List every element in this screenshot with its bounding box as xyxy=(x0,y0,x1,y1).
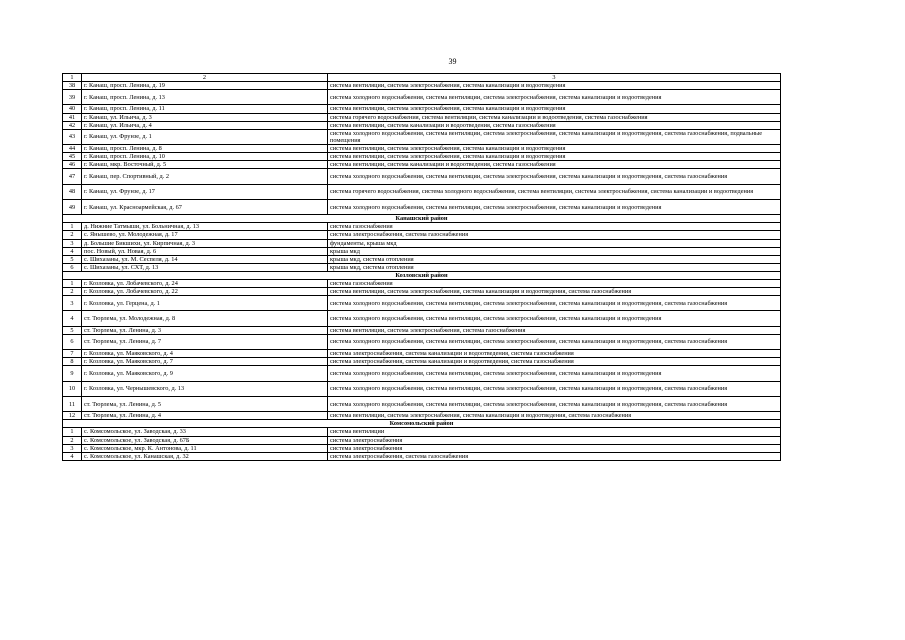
row-address: с. Янышево, ул. Молодежная, д. 17 xyxy=(82,231,328,239)
row-address: г. Канаш, ул. Ильича, д. 3 xyxy=(82,113,328,121)
row-systems: крыша мкд xyxy=(328,247,781,255)
row-address: с. Шихазаны, ул. СХТ, д. 13 xyxy=(82,263,328,271)
table-row xyxy=(63,199,781,214)
row-address: д. Большие Бикшихи, ул. Кирпичная, д. 3 xyxy=(82,239,328,247)
row-number: 1 xyxy=(63,223,82,231)
buildings-table xyxy=(62,73,781,461)
row-number: 3 xyxy=(63,444,82,452)
row-systems: система электроснабжения xyxy=(328,436,781,444)
row-systems: система вентиляции, система электроснабжения, система канализации и водоотведения xyxy=(328,105,781,113)
row-systems: система холодного водоснабжения, система вентиляции, система электроснабжения, система канализации и водоотведения xyxy=(328,311,781,326)
row-number: 8 xyxy=(63,358,82,366)
row-systems: система электроснабжения, система канализации и водоотведения, система газоснабжения xyxy=(328,358,781,366)
row-address: г. Канаш, просп. Ленина, д. 19 xyxy=(82,82,328,90)
row-systems: система вентиляции, система электроснабжения, система газоснабжения xyxy=(328,326,781,334)
row-address: г. Козловка, ул. Маяковского, д. 7 xyxy=(82,358,328,366)
table-row xyxy=(63,113,781,121)
row-systems: система электроснабжения, система канализации и водоотведения, система газоснабжения xyxy=(328,350,781,358)
table-row xyxy=(63,231,781,239)
table-row xyxy=(63,223,781,231)
table-row xyxy=(63,288,781,296)
row-number: 6 xyxy=(63,334,82,349)
row-number: 2 xyxy=(63,231,82,239)
row-number: 46 xyxy=(63,161,82,169)
row-systems: система холодного водоснабжения, система вентиляции, система электроснабжения, система канализации и водоотведения xyxy=(328,199,781,214)
row-number: 2 xyxy=(63,436,82,444)
row-address: с. Комсомольское, мкр. К. Антонова, д. 11 xyxy=(82,444,328,452)
row-systems: система электроснабжения, система газоснабжения xyxy=(328,452,781,460)
row-systems: система вентиляции, система канализации и водоотведения, система газоснабжения xyxy=(328,121,781,129)
row-systems: система холодного водоснабжения, система вентиляции, система электроснабжения, система канализации и водоотведения xyxy=(328,366,781,381)
row-systems: система электроснабжения, система газоснабжения xyxy=(328,231,781,239)
table-row xyxy=(63,90,781,105)
row-number: 38 xyxy=(63,82,82,90)
table-row xyxy=(63,381,781,396)
row-number: 45 xyxy=(63,153,82,161)
row-systems: система вентиляции xyxy=(328,428,781,436)
table-row xyxy=(63,326,781,334)
district-section-row xyxy=(63,420,781,428)
row-systems: система вентиляции, система канализации и водоотведения, система газоснабжения xyxy=(328,161,781,169)
row-address: г. Козловка, ул. Маяковского, д. 9 xyxy=(82,366,328,381)
row-systems: крыша мкд, система отопления xyxy=(328,263,781,271)
row-address: д. Нижние Татмыши, ул. Больничная, д. 13 xyxy=(82,223,328,231)
row-address: с. Комсомольское, ул. Заводская, д. 67Б xyxy=(82,436,328,444)
table-row xyxy=(63,436,781,444)
table-row xyxy=(63,105,781,113)
table-row xyxy=(63,279,781,287)
district-name: Комсомольский район xyxy=(63,420,781,428)
row-number: 4 xyxy=(63,311,82,326)
row-number: 43 xyxy=(63,129,82,144)
table-row xyxy=(63,153,781,161)
row-systems: фундаменты, крыша мкд xyxy=(328,239,781,247)
row-address: пос. Новый, ул. Новая, д. 6 xyxy=(82,247,328,255)
table-row xyxy=(63,334,781,349)
row-systems: система холодного водоснабжения, система вентиляции, система электроснабжения, система канализации и водоотведения, система газоснабжения xyxy=(328,396,781,411)
row-systems: система вентиляции, система электроснабжения, система канализации и водоотведения, система газоснабжения xyxy=(328,412,781,420)
row-number: 47 xyxy=(63,169,82,184)
row-systems: система вентиляции, система электроснабжения, система канализации и водоотведения xyxy=(328,82,781,90)
row-address: г. Канаш, ул. Ильича, д. 4 xyxy=(82,121,328,129)
row-number: 41 xyxy=(63,113,82,121)
row-address: г. Канаш, просп. Ленина, д. 11 xyxy=(82,105,328,113)
row-number: 7 xyxy=(63,350,82,358)
table-row xyxy=(63,263,781,271)
row-address: г. Козловка, ул. Лобачевского, д. 24 xyxy=(82,279,328,287)
row-number: 3 xyxy=(63,239,82,247)
table-row xyxy=(63,412,781,420)
row-systems: система вентиляции, система электроснабжения, система канализации и водоотведения, система газоснабжения xyxy=(328,288,781,296)
row-systems: система горячего водоснабжения, система вентиляции, система канализации и водоотведения, система газоснабжения xyxy=(328,113,781,121)
row-address: ст. Тюрлема, ул. Ленина, д. 3 xyxy=(82,326,328,334)
table-header-row xyxy=(63,74,781,82)
row-systems: система холодного водоснабжения, система вентиляции, система электроснабжения, система канализации и водоотведения, система газоснабжения xyxy=(328,169,781,184)
table-row xyxy=(63,184,781,199)
table-row xyxy=(63,396,781,411)
table-row xyxy=(63,255,781,263)
row-address: ст. Тюрлема, ул. Ленина, д. 5 xyxy=(82,396,328,411)
row-number: 39 xyxy=(63,90,82,105)
row-number: 49 xyxy=(63,199,82,214)
row-number: 42 xyxy=(63,121,82,129)
column-header-number: 1 xyxy=(63,74,82,82)
district-section-row xyxy=(63,215,781,223)
row-address: г. Канаш, ул. Фрунзе, д. 1 xyxy=(82,129,328,144)
row-number: 11 xyxy=(63,396,82,411)
row-number: 40 xyxy=(63,105,82,113)
row-number: 4 xyxy=(63,452,82,460)
row-number: 2 xyxy=(63,288,82,296)
row-address: г. Канаш, просп. Ленина, д. 13 xyxy=(82,90,328,105)
row-address: г. Козловка, ул. Герцена, д. 1 xyxy=(82,296,328,311)
row-number: 5 xyxy=(63,326,82,334)
row-systems: система холодного водоснабжения, система вентиляции, система электроснабжения, система канализации и водоотведения, система газоснабжения xyxy=(328,334,781,349)
row-systems: система холодного водоснабжения, система вентиляции, система электроснабжения, система канализации и водоотведения, система газоснабжения xyxy=(328,296,781,311)
row-number: 1 xyxy=(63,428,82,436)
page-number: 39 xyxy=(448,57,457,66)
row-systems: система холодного водоснабжения, система вентиляции, система электроснабжения, система канализации и водоотведения, система газоснабжения, подвальные помещения xyxy=(328,129,781,144)
table-row xyxy=(63,358,781,366)
district-section-row xyxy=(63,271,781,279)
row-systems: система вентиляции, система электроснабжения, система канализации и водоотведения xyxy=(328,153,781,161)
table-row xyxy=(63,169,781,184)
row-number: 44 xyxy=(63,145,82,153)
row-address: г. Канаш, просп. Ленина, д. 10 xyxy=(82,153,328,161)
row-systems: система газоснабжения xyxy=(328,223,781,231)
table-row xyxy=(63,350,781,358)
row-systems: система холодного водоснабжения, система вентиляции, система электроснабжения, система канализации и водоотведения, система газоснабжения xyxy=(328,381,781,396)
row-number: 5 xyxy=(63,255,82,263)
table-body xyxy=(63,74,781,461)
table-row xyxy=(63,444,781,452)
table-row xyxy=(63,428,781,436)
row-address: г. Канаш, ул. Фрунзе, д. 17 xyxy=(82,184,328,199)
row-address: г. Канаш, просп. Ленина, д. 8 xyxy=(82,145,328,153)
row-systems: система электроснабжения xyxy=(328,444,781,452)
table-row xyxy=(63,129,781,144)
row-address: с. Шихазаны, ул. М. Сеспеля, д. 14 xyxy=(82,255,328,263)
row-address: г. Козловка, ул. Лобачевского, д. 22 xyxy=(82,288,328,296)
row-address: г. Канаш, мкр. Восточный, д. 5 xyxy=(82,161,328,169)
row-address: ст. Тюрлема, ул. Ленина, д. 4 xyxy=(82,412,328,420)
row-systems: система вентиляции, система электроснабжения, система канализации и водоотведения xyxy=(328,145,781,153)
row-address: г. Козловка, ул. Чернышевского, д. 13 xyxy=(82,381,328,396)
row-number: 9 xyxy=(63,366,82,381)
row-number: 48 xyxy=(63,184,82,199)
column-header-systems: 3 xyxy=(328,74,781,82)
row-systems: крыша мкд, система отопления xyxy=(328,255,781,263)
row-number: 1 xyxy=(63,279,82,287)
row-number: 6 xyxy=(63,263,82,271)
table-row xyxy=(63,452,781,460)
table-row xyxy=(63,121,781,129)
table-row xyxy=(63,247,781,255)
row-systems: система холодного водоснабжения, система вентиляции, система электроснабжения, система канализации и водоотведения xyxy=(328,90,781,105)
table-row xyxy=(63,296,781,311)
district-name: Козловский район xyxy=(63,271,781,279)
table-row xyxy=(63,145,781,153)
row-address: г. Канаш, ул. Красноармейская, д. 67 xyxy=(82,199,328,214)
row-address: с. Комсомольское, ул. Канашская, д. 32 xyxy=(82,452,328,460)
table-row xyxy=(63,82,781,90)
row-address: г. Козловка, ул. Маяковского, д. 4 xyxy=(82,350,328,358)
row-systems: система газоснабжения xyxy=(328,279,781,287)
row-address: ст. Тюрлема, ул. Молодежная, д. 8 xyxy=(82,311,328,326)
table-row xyxy=(63,366,781,381)
row-systems: система горячего водоснабжения, система холодного водоснабжения, система вентиляции, система электроснабжения, система канализации и водоотведения xyxy=(328,184,781,199)
row-number: 4 xyxy=(63,247,82,255)
row-address: г. Канаш, пер. Спортивный, д. 2 xyxy=(82,169,328,184)
row-address: с. Комсомольское, ул. Заводская, д. 33 xyxy=(82,428,328,436)
table-row xyxy=(63,311,781,326)
table-row xyxy=(63,161,781,169)
row-number: 12 xyxy=(63,412,82,420)
row-number: 3 xyxy=(63,296,82,311)
row-address: ст. Тюрлема, ул. Ленина, д. 7 xyxy=(82,334,328,349)
table-row xyxy=(63,239,781,247)
row-number: 10 xyxy=(63,381,82,396)
column-header-address: 2 xyxy=(82,74,328,82)
district-name: Канашский район xyxy=(63,215,781,223)
